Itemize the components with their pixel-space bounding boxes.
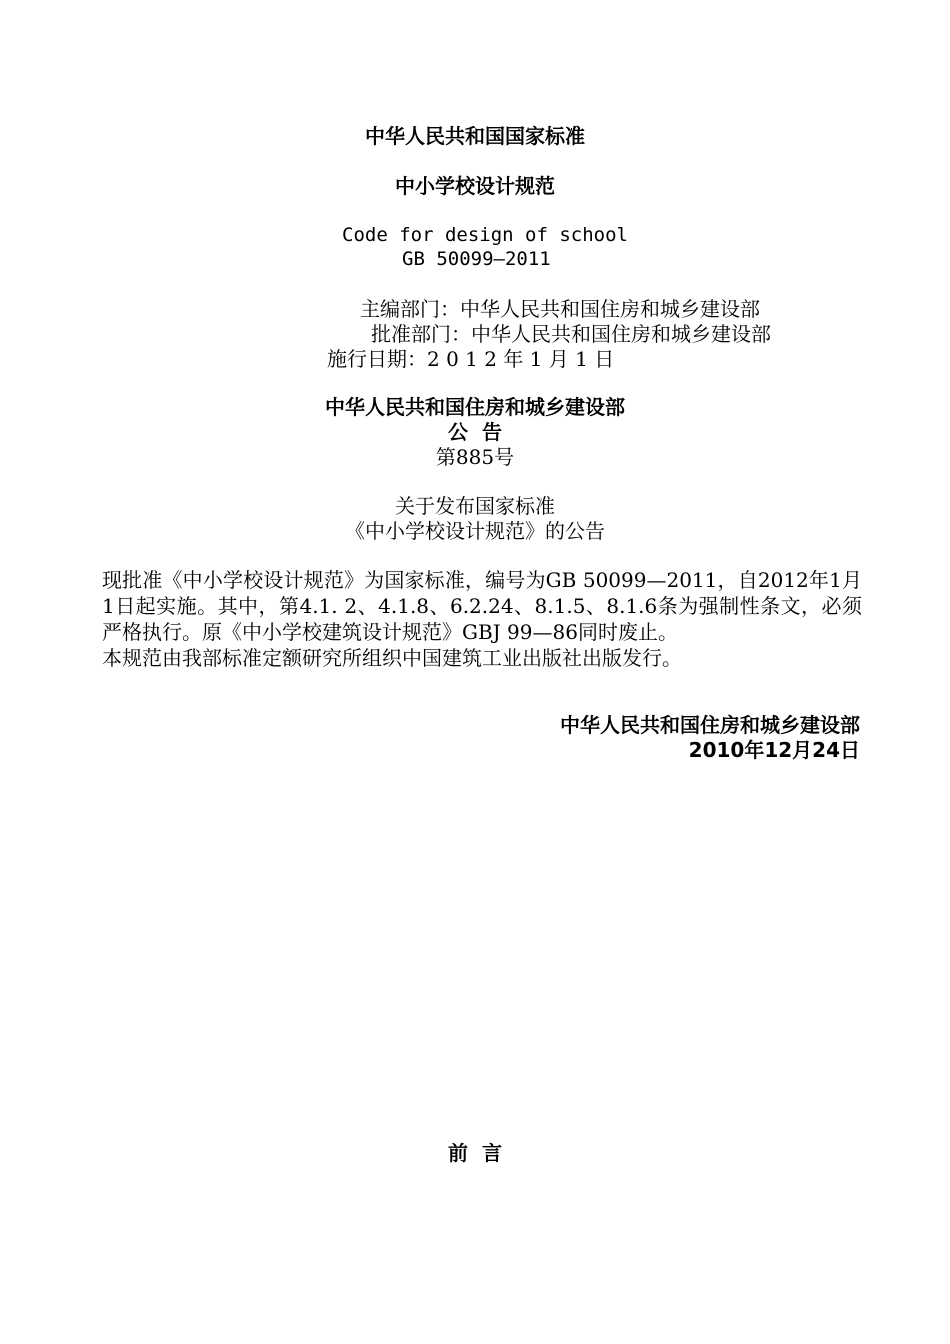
body-paragraph: 现批准《中小学校设计规范》为国家标准，编号为GB 50099—2011，自2012年1月1日起实施。其中，第4.1. 2、4.1.8、6.2.24、8.1.5、8.1.6条为强制性条文，必须严格执行。原《中小学校建筑设计规范》GBJ 99—86同时废止。 xyxy=(102,568,862,644)
body-paragraph: 本规范由我部标准定额研究所组织中国建筑工业出版社出版发行。 xyxy=(102,646,682,670)
announcement-subject-line1: 关于发布国家标准 xyxy=(395,494,555,518)
signature-date: 2010年12月24日 xyxy=(688,738,860,762)
announcement-issuer: 中华人民共和国住房和城乡建设部 xyxy=(325,395,625,419)
english-title: Code for design of school xyxy=(342,224,628,246)
document-title: 中小学校设计规范 xyxy=(395,174,555,198)
approval-department: 批准部门：中华人民共和国住房和城乡建设部 xyxy=(371,322,771,346)
announcement-number: 第885号 xyxy=(435,445,515,469)
standard-code: GB 50099—2011 xyxy=(402,248,551,270)
announcement-heading: 公 告 xyxy=(448,420,502,444)
section-heading-preface: 前 言 xyxy=(448,1141,502,1165)
editor-department: 主编部门：中华人民共和国住房和城乡建设部 xyxy=(360,297,760,321)
effective-date: 施行日期：2 0 1 2 年 1 月 1 日 xyxy=(327,347,615,371)
standard-type: 中华人民共和国国家标准 xyxy=(365,124,585,148)
signature-organization: 中华人民共和国住房和城乡建设部 xyxy=(560,713,860,737)
announcement-subject-line2: 《中小学校设计规范》的公告 xyxy=(345,519,605,543)
announcement-body xyxy=(102,567,862,671)
